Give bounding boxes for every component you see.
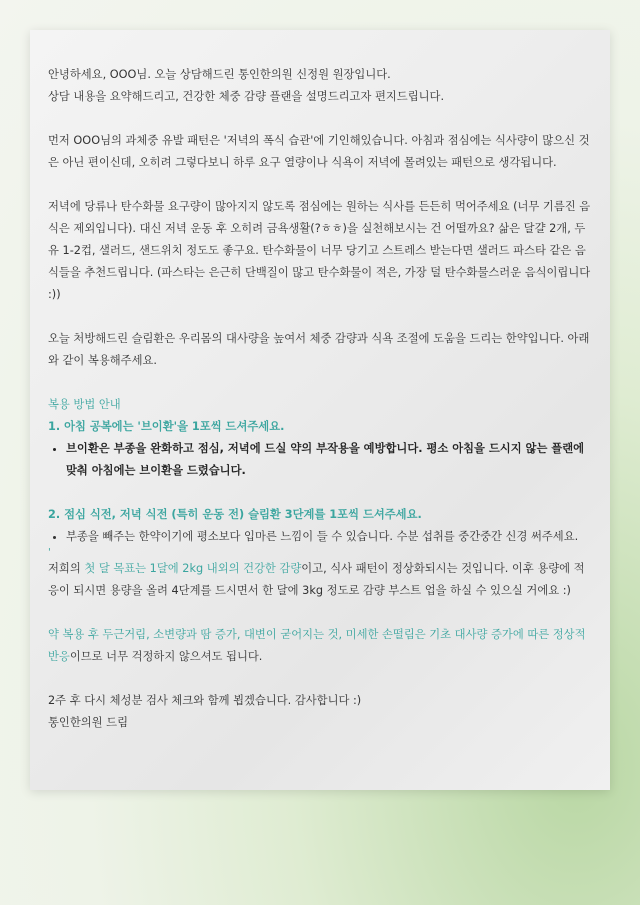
diet-paragraph: 저녁에 당류나 탄수화물 요구량이 많아지지 않도록 점심에는 원하는 식사를 든든히 먹어주세요 (너무 기름진 음식은 제외입니다). 대신 저녁 운동 후 오히려 금욕생활(?ㅎㅎ)을 실천해보시는 건 어떨까요? 삶은 달걀 2개, 두유 1-2컵, 샐러드, 샌드위치 정도도 좋구요. 탄수화물이 너무 당기고 스트레스 받는다면 샐러드 파스타 같은 음식들을 추천드립니다. (파스타는 은근히 단백질이 많고 탄수화물이 적은, 가장 덜 탄수화물스러운 음식이립니다 :)) [48,200,591,301]
step-2-bullet: • 부종을 빼주는 한약이기에 평소보다 입마른 느낌이 들 수 있습니다. 수분 섭취를 중간중간 신경 써주세요. [66,526,593,548]
step-1-list [48,438,593,482]
cause-paragraph: 먼저 OOO님의 과체중 유발 패턴은 '저녁의 폭식 습관'에 기인해있습니다. 아침과 점심에는 식사량이 많으신 것은 아닌 편이신데, 오히려 그렇다보니 하루 요구 열량이나 식욕이 저녁에 몰려있는 패턴으로 생각됩니다. [48,134,590,169]
letter-body [48,64,593,756]
goal-suffix: 이고, 식사 패턴이 정상화되시는 것입니다. 이후 용량에 적응이 되시면 용량을 올려 4단계를 드시면서 한 달에 3kg 정도로 감량 부스트 업을 하실 수 있으실 거에요 :) [48,562,585,597]
side-effect-highlight: 약 복용 후 두근거림, 소변량과 땀 증가, 대변이 굳어지는 것, 미세한 손떨림은 기초 대사량 증가에 따른 정상적 반응 [48,628,586,663]
guide-title: 복용 방법 안내 [48,398,121,411]
side-effect-suffix: 이므로 너무 걱정하지 않으셔도 됩니다. [69,650,263,663]
stray-mark: ' [48,547,51,558]
greeting-line-2: 상담 내용을 요약해드리고, 건강한 체중 감량 플랜을 설명드리고자 편지드립니다. [48,90,445,103]
closing-line-1: 2주 후 다시 체성분 검사 체크와 함께 뵙겠습니다. 감사합니다 :) [48,694,362,707]
step-2-list [48,526,593,548]
goal-highlight: 첫 달 목표는 1달에 2kg 내외의 건강한 감량 [84,562,302,575]
greeting-line-1: 안녕하세요, OOO님. 오늘 상담해드린 통인한의원 신정원 원장입니다. [48,68,391,81]
step-2-title: 2. 점심 식전, 저녁 식전 (특히 운동 전) 슬림환 3단계를 1포씩 드셔주세요. [48,508,422,521]
medicine-paragraph: 오늘 처방해드린 슬림환은 우리몸의 대사량을 높여서 체중 감량과 식욕 조절에 도움을 드리는 한약입니다. 아래와 같이 복용해주세요. [48,332,590,367]
step-1-bullet: • 브이환은 부종을 완화하고 점심, 저녁에 드실 약의 부작용을 예방합니다. 평소 아침을 드시지 않는 플랜에 맞춰 아침에는 브이환을 드렸습니다. [66,438,593,482]
step-1-title: 1. 아침 공복에는 '브이환'을 1포씩 드셔주세요. [48,420,285,433]
side-effect-paragraph [48,624,593,668]
greeting [48,64,593,108]
closing [48,690,593,734]
goal-paragraph [48,558,593,602]
signature: 통인한의원 드림 [48,716,128,729]
goal-prefix: 저희의 [48,562,85,575]
